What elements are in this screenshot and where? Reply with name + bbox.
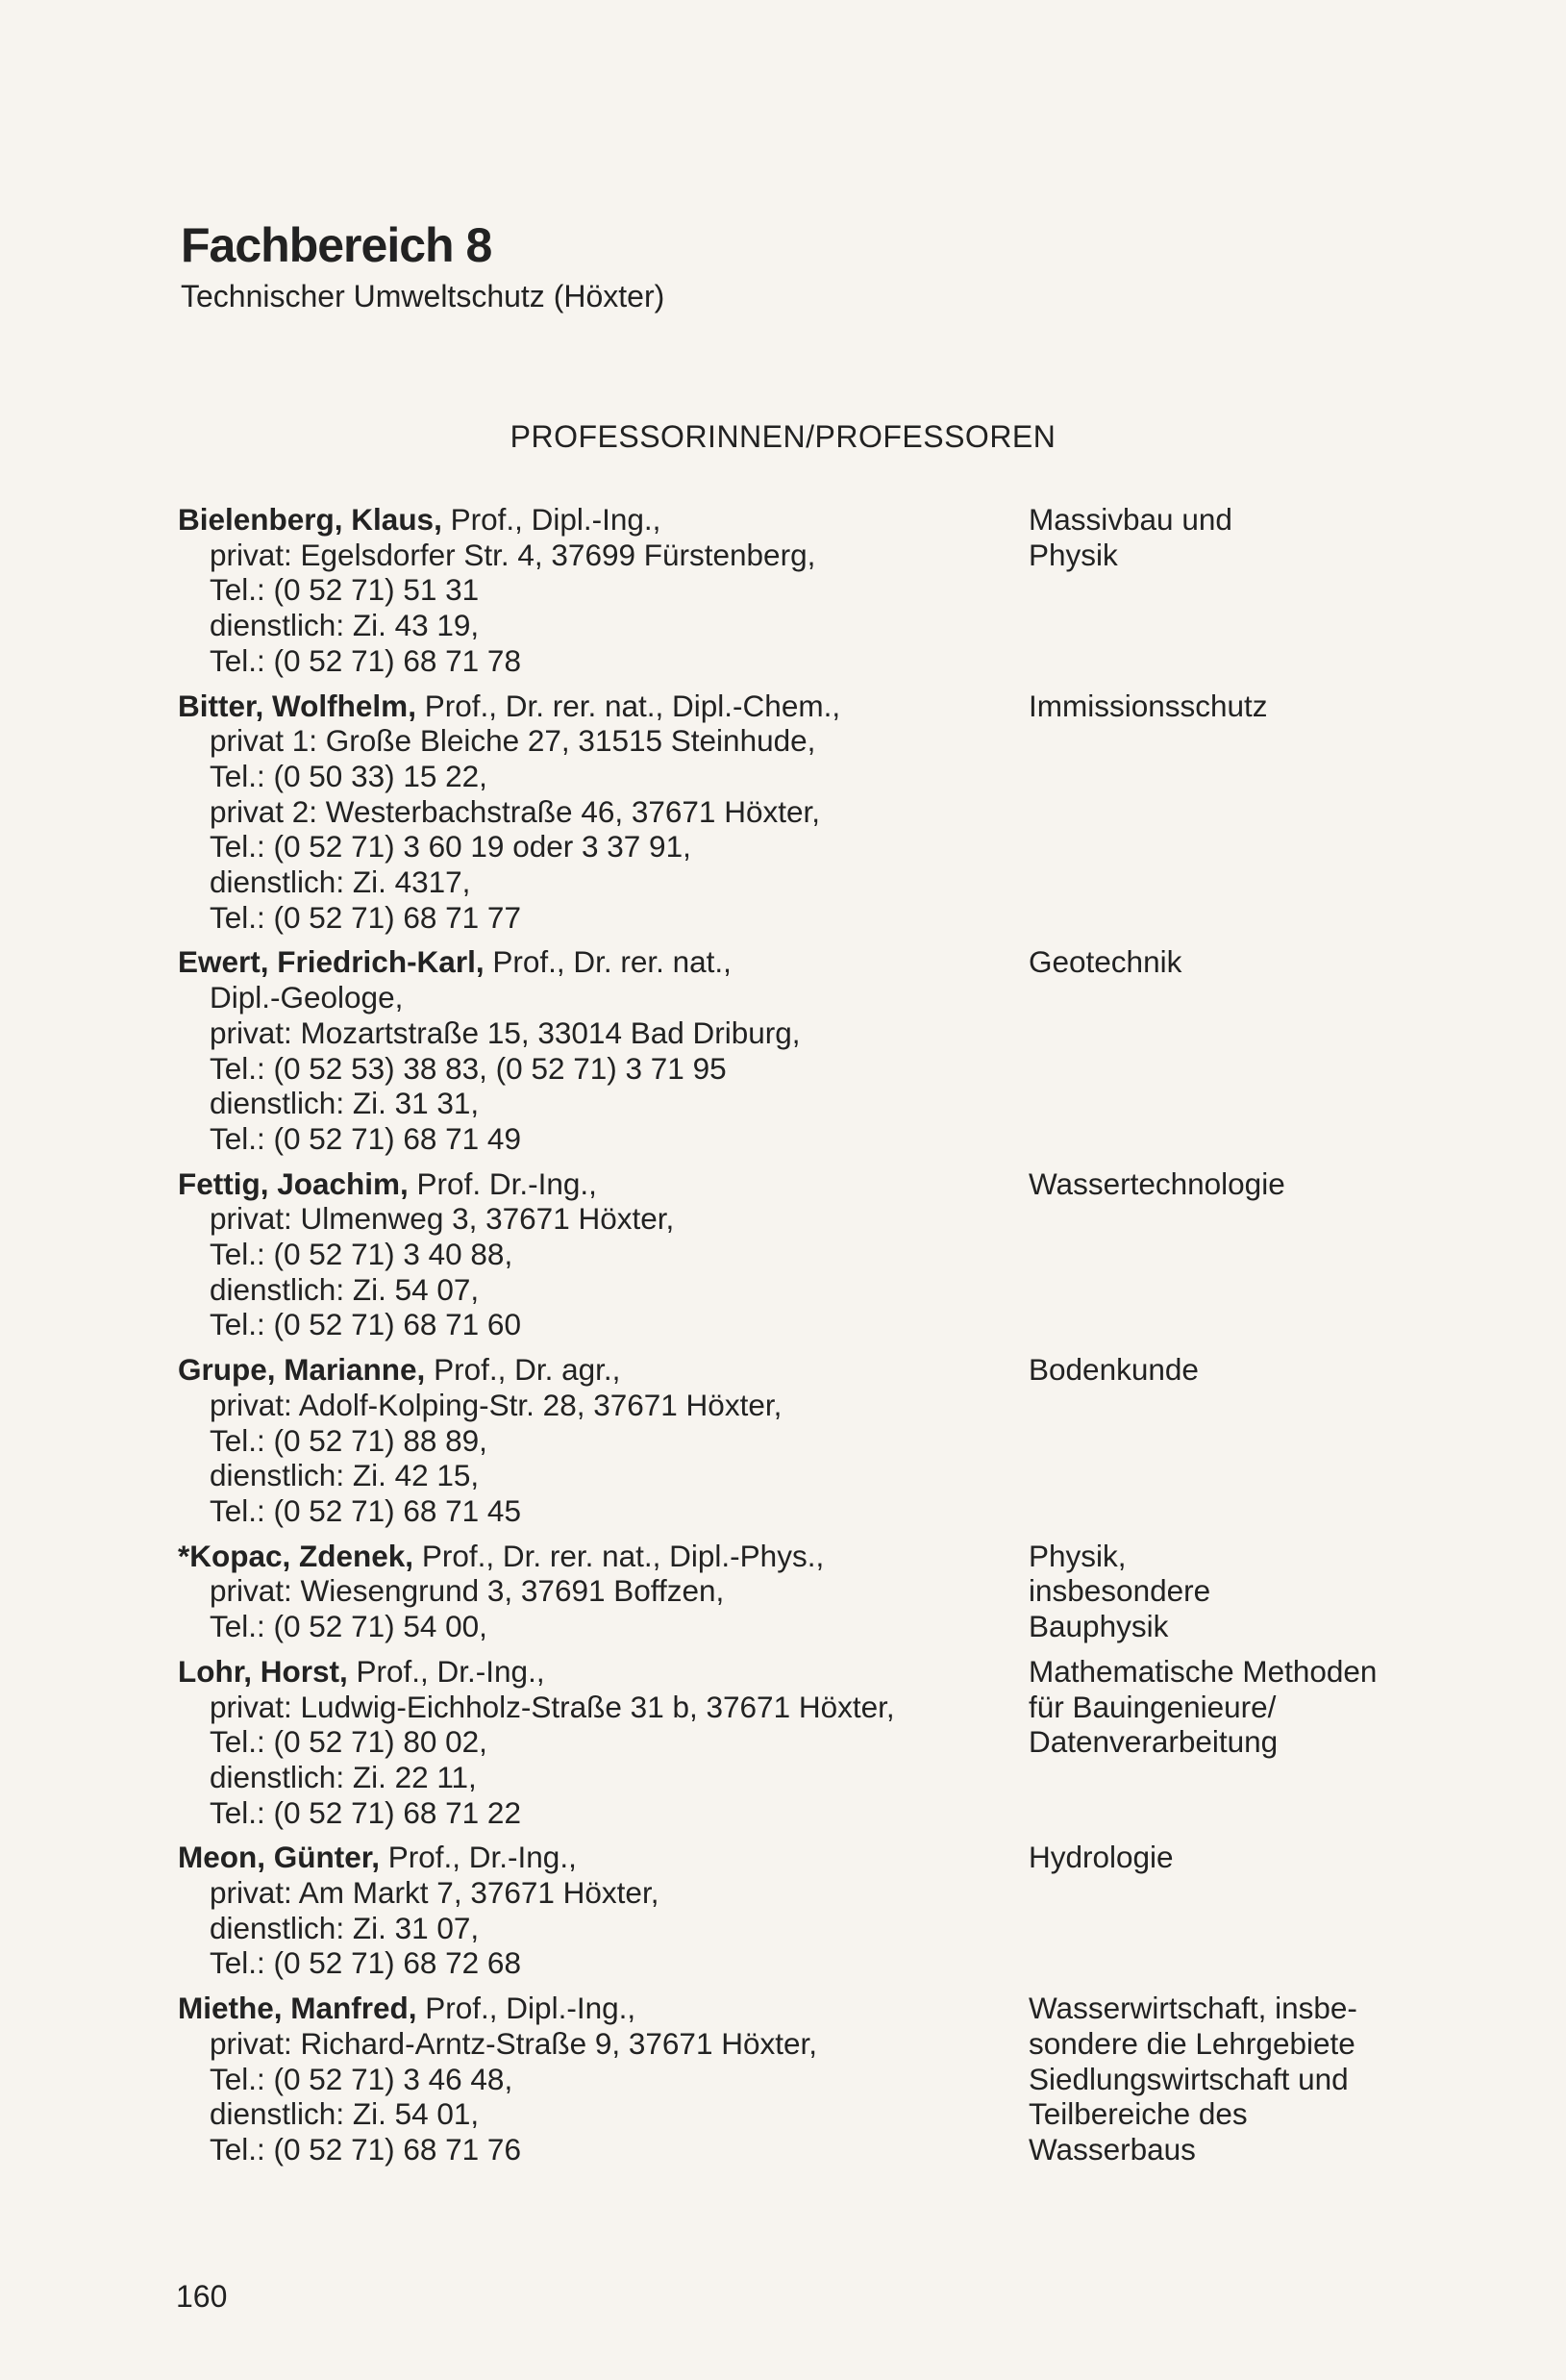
professor-heading (178, 1654, 1029, 1690)
subject-line: Wasserwirtschaft, insbe- (1029, 1991, 1357, 2026)
subject-line: Mathematische Methoden (1029, 1653, 1378, 1689)
contact-line: Tel.: (0 52 71) 68 71 78 (210, 642, 521, 678)
professor-title: Prof. Dr.-Ing., (408, 1165, 597, 1201)
professor-name: Bitter, Wolfhelm, (178, 688, 416, 723)
professor-entry (178, 944, 1447, 1156)
contact-line: dienstlich: Zi. 54 01, (210, 2096, 480, 2132)
professor-name: Lohr, Horst, (178, 1653, 348, 1689)
subject-line: für Bauingenieure/ (1029, 1689, 1277, 1724)
page-header (181, 216, 664, 314)
professor-details (178, 1840, 1029, 1981)
subject-area (1029, 944, 1432, 1156)
subject-line: insbesondere (1029, 1573, 1211, 1609)
professor-heading (178, 1352, 1029, 1388)
contact-line: Tel.: (0 50 33) 15 22, (210, 758, 487, 793)
section-title: PROFESSORINNEN/PROFESSOREN (510, 419, 1056, 454)
professor-entry (178, 1539, 1447, 1644)
contact-line: Tel.: (0 52 71) 3 40 88, (210, 1237, 513, 1272)
professor-entry (178, 502, 1447, 679)
contact-line: Tel.: (0 52 71) 68 71 45 (210, 1492, 521, 1528)
subject-line: Wassertechnologie (1029, 1165, 1285, 1201)
professor-name: Miethe, Manfred, (178, 1991, 417, 2026)
subject-line: Siedlungswirtschaft und (1029, 2061, 1349, 2096)
professor-name: Ewert, Friedrich-Karl, (178, 944, 485, 980)
contact-line: Tel.: (0 52 71) 68 71 49 (210, 1120, 521, 1156)
professor-name: *Kopac, Zdenek, (178, 1538, 414, 1573)
professor-heading (178, 1840, 1029, 1875)
professor-title: Prof., Dipl.-Ing., (416, 1991, 636, 2026)
subject-line: Wasserbaus (1029, 2131, 1196, 2167)
subject-line: Teilbereiche des (1029, 2096, 1248, 2132)
contact-line: Tel.: (0 52 53) 38 83, (0 52 71) 3 71 95 (210, 1050, 727, 1086)
professor-title: Prof., Dr. agr., (425, 1352, 621, 1388)
contact-line: dienstlich: Zi. 4317, (210, 864, 471, 900)
contact-line: Tel.: (0 52 71) 54 00, (210, 1609, 487, 1644)
contact-line: privat 2: Westerbachstraße 46, 37671 Höxter, (210, 793, 820, 829)
professor-details (178, 1991, 1029, 2167)
contact-line: dienstlich: Zi. 31 07, (210, 1910, 480, 1945)
professor-entry (178, 1166, 1447, 1343)
subject-line: Geotechnik (1029, 944, 1182, 980)
professor-list (178, 502, 1447, 2177)
contact-line: privat: Am Markt 7, 37671 Höxter, (210, 1875, 659, 1911)
professor-entry (178, 1654, 1447, 1831)
professor-details (178, 1166, 1029, 1343)
professor-heading (178, 1166, 1029, 1202)
contact-line: dienstlich: Zi. 43 19, (210, 608, 480, 643)
subject-line: sondere die Lehrgebiete (1029, 2025, 1355, 2061)
contact-line: privat: Ludwig-Eichholz-Straße 31 b, 37671 Höxter, (210, 1689, 895, 1724)
contact-line: Tel.: (0 52 71) 3 60 19 oder 3 37 91, (210, 829, 691, 864)
professor-name: Grupe, Marianne, (178, 1352, 426, 1388)
professor-title: Prof., Dr. rer. nat., (484, 944, 732, 980)
professor-entry (178, 689, 1447, 936)
contact-line: Tel.: (0 52 71) 68 71 77 (210, 899, 521, 935)
professor-entry (178, 1352, 1447, 1529)
professor-title: Prof., Dr. rer. nat., Dipl.-Chem., (415, 688, 841, 723)
contact-line: Tel.: (0 52 71) 68 72 68 (210, 1945, 521, 1981)
contact-line: privat: Adolf-Kolping-Str. 28, 37671 Höxter, (210, 1387, 783, 1422)
professor-details (178, 944, 1029, 1156)
professor-details (178, 1352, 1029, 1529)
subject-line: Bodenkunde (1029, 1352, 1199, 1388)
subject-line: Bauphysik (1029, 1609, 1169, 1644)
contact-line: Tel.: (0 52 71) 68 71 76 (210, 2131, 521, 2167)
subject-area (1029, 1840, 1432, 1981)
subject-area (1029, 1654, 1432, 1831)
subject-line: Immissionsschutz (1029, 688, 1268, 723)
page-title: Fachbereich 8 (181, 218, 492, 272)
subject-area (1029, 1166, 1432, 1343)
subject-line: Massivbau und (1029, 502, 1232, 537)
contact-line: dienstlich: Zi. 54 07, (210, 1271, 480, 1307)
subject-line: Physik, (1029, 1538, 1127, 1573)
contact-line: privat: Ulmenweg 3, 37671 Höxter, (210, 1201, 675, 1237)
subject-area (1029, 1352, 1432, 1529)
professor-name: Bielenberg, Klaus, (178, 502, 442, 537)
contact-line: privat: Richard-Arntz-Straße 9, 37671 Höxter, (210, 2025, 818, 2061)
professor-details (178, 1654, 1029, 1831)
contact-line: privat: Wiesengrund 3, 37691 Boffzen, (210, 1573, 725, 1609)
contact-line: Tel.: (0 52 71) 68 71 22 (210, 1794, 521, 1830)
professor-heading (178, 689, 1029, 724)
professor-title: Prof., Dr.-Ing., (380, 1840, 577, 1875)
professor-details (178, 502, 1029, 679)
subject-area (1029, 1539, 1432, 1644)
contact-line: privat 1: Große Bleiche 27, 31515 Steinhude, (210, 723, 816, 759)
contact-line: Tel.: (0 52 71) 3 46 48, (210, 2061, 513, 2096)
contact-line: Tel.: (0 52 71) 68 71 60 (210, 1307, 521, 1342)
contact-line: privat: Mozartstraße 15, 33014 Bad Driburg, (210, 1015, 801, 1050)
professor-title: Prof., Dipl.-Ing., (441, 502, 661, 537)
contact-line: privat: Egelsdorfer Str. 4, 37699 Fürstenberg, (210, 537, 816, 572)
professor-details (178, 689, 1029, 936)
contact-line: dienstlich: Zi. 42 15, (210, 1458, 480, 1493)
subject-area (1029, 502, 1432, 679)
contact-line: Tel.: (0 52 71) 51 31 (210, 572, 480, 608)
contact-line: Tel.: (0 52 71) 80 02, (210, 1724, 487, 1760)
contact-line: dienstlich: Zi. 22 11, (210, 1759, 477, 1794)
subject-line: Datenverarbeitung (1029, 1724, 1279, 1760)
contact-line: dienstlich: Zi. 31 31, (210, 1086, 480, 1121)
subject-area (1029, 689, 1432, 936)
contact-line: Tel.: (0 52 71) 88 89, (210, 1422, 487, 1458)
professor-title: Prof., Dr.-Ing., (347, 1653, 545, 1689)
professor-entry (178, 1840, 1447, 1981)
professor-name: Meon, Günter, (178, 1840, 381, 1875)
professor-name: Fettig, Joachim, (178, 1165, 409, 1201)
professor-entry (178, 1991, 1447, 2167)
professor-title: Prof., Dr. rer. nat., Dipl.-Phys., (413, 1538, 825, 1573)
professor-details (178, 1539, 1029, 1644)
subject-area (1029, 1991, 1432, 2167)
contact-line: Dipl.-Geologe, (210, 980, 404, 1015)
page-subtitle: Technischer Umweltschutz (Höxter) (181, 279, 665, 313)
professor-heading (178, 502, 1029, 538)
subject-line: Hydrologie (1029, 1840, 1174, 1875)
page-number: 160 (176, 2279, 228, 2314)
subject-line: Physik (1029, 537, 1118, 572)
professor-heading (178, 1991, 1029, 2026)
professor-heading (178, 1539, 1029, 1574)
professor-heading (178, 944, 1029, 980)
